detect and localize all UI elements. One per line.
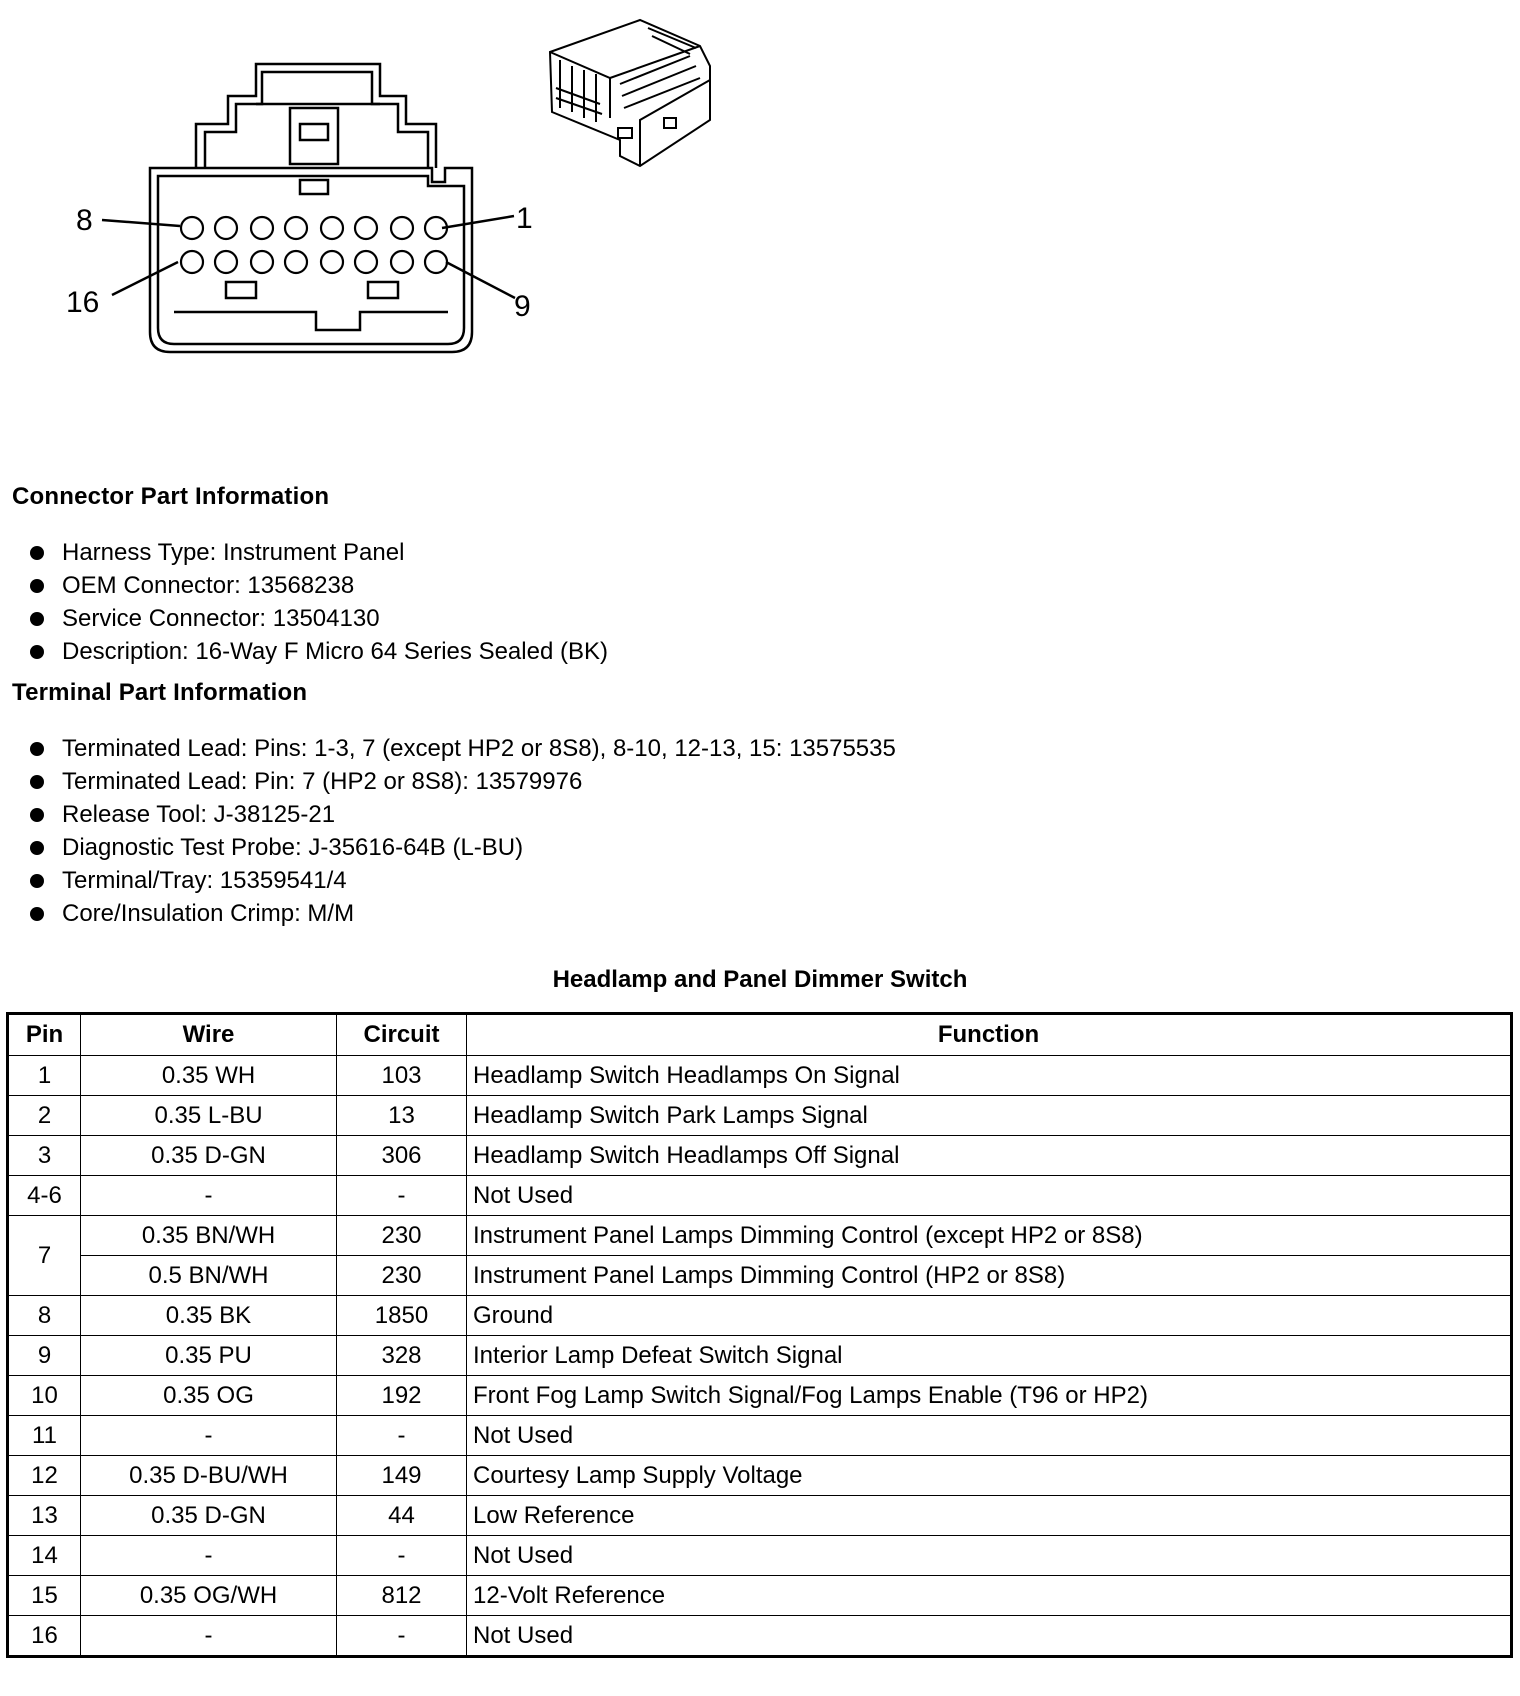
connector-info-heading: Connector Part Information [12, 483, 330, 510]
column-header-pin: Pin [8, 1014, 81, 1056]
cell-pin: 4-6 [8, 1176, 81, 1216]
cell-pin: 2 [8, 1096, 81, 1136]
table-row [8, 1536, 1512, 1576]
cell-function: Headlamp Switch Headlamps Off Signal [467, 1136, 1512, 1176]
table-row [8, 1136, 1512, 1176]
table-row [8, 1496, 1512, 1536]
cell-circuit: 230 [337, 1216, 467, 1256]
cell-function: Not Used [467, 1536, 1512, 1576]
list-item: Diagnostic Test Probe: J-35616-64B (L-BU) [30, 831, 896, 864]
cell-wire: - [81, 1176, 337, 1216]
cell-pin: 13 [8, 1496, 81, 1536]
pin-16-leader [112, 262, 178, 295]
bullet-icon [30, 546, 44, 560]
bullet-icon [30, 907, 44, 921]
list-item: Terminal/Tray: 15359541/4 [30, 864, 896, 897]
cell-pin: 10 [8, 1376, 81, 1416]
table-row [8, 1416, 1512, 1456]
cell-circuit: - [337, 1536, 467, 1576]
cell-function: Not Used [467, 1416, 1512, 1456]
connector-key-slot-right [368, 282, 398, 298]
cell-function: Front Fog Lamp Switch Signal/Fog Lamps Enable (T96 or HP2) [467, 1376, 1512, 1416]
pin-9-leader [446, 262, 515, 298]
cell-wire: 0.5 BN/WH [81, 1256, 337, 1296]
cell-function: Headlamp Switch Park Lamps Signal [467, 1096, 1512, 1136]
cell-pin: 14 [8, 1536, 81, 1576]
cell-function: Headlamp Switch Headlamps On Signal [467, 1056, 1512, 1096]
pin-cavity [321, 251, 343, 273]
cell-circuit: 230 [337, 1256, 467, 1296]
cell-wire: - [81, 1616, 337, 1657]
pin-cavity [355, 251, 377, 273]
cell-wire: 0.35 D-GN [81, 1136, 337, 1176]
pin-cavity [391, 217, 413, 239]
terminal-info-heading: Terminal Part Information [12, 679, 308, 706]
list-item: Terminated Lead: Pin: 7 (HP2 or 8S8): 13579976 [30, 765, 896, 798]
list-item: Terminated Lead: Pins: 1-3, 7 (except HP2 or 8S8), 8-10, 12-13, 15: 13575535 [30, 732, 896, 765]
bullet-icon [30, 874, 44, 888]
pin-cavity [251, 251, 273, 273]
pin-label-1: 1 [516, 202, 533, 235]
cell-function: Not Used [467, 1616, 1512, 1657]
cell-function: Interior Lamp Defeat Switch Signal [467, 1336, 1512, 1376]
cell-wire: 0.35 PU [81, 1336, 337, 1376]
pin-cavity [321, 217, 343, 239]
cell-function: Instrument Panel Lamps Dimming Control (HP2 or 8S8) [467, 1256, 1512, 1296]
cell-wire: 0.35 WH [81, 1056, 337, 1096]
bullet-icon [30, 742, 44, 756]
pin-8-leader [102, 220, 180, 226]
table-row [8, 1376, 1512, 1416]
cell-pin: 12 [8, 1456, 81, 1496]
cell-wire: 0.35 L-BU [81, 1096, 337, 1136]
connector-lock-window [300, 124, 328, 140]
column-header-function: Function [467, 1014, 1512, 1056]
cell-pin: 9 [8, 1336, 81, 1376]
table-row [8, 1336, 1512, 1376]
connector-latch-frame [196, 64, 436, 168]
pin-label-9: 9 [514, 290, 531, 323]
cell-circuit: 149 [337, 1456, 467, 1496]
pinout-table [6, 1012, 1513, 1658]
connector-lock-nub [300, 180, 328, 194]
cell-function: Low Reference [467, 1496, 1512, 1536]
cell-wire: - [81, 1536, 337, 1576]
pin-1-leader [442, 216, 514, 228]
list-item: Harness Type: Instrument Panel [30, 536, 608, 569]
pin-cavity [425, 251, 447, 273]
bullet-icon [30, 808, 44, 822]
pin-label-8: 8 [76, 204, 93, 237]
connector-lock-tab [290, 108, 338, 164]
pin-cavity [181, 251, 203, 273]
cell-pin: 8 [8, 1296, 81, 1336]
table-row [8, 1456, 1512, 1496]
pin-cavity [391, 251, 413, 273]
cell-circuit: 103 [337, 1056, 467, 1096]
cell-wire: 0.35 D-BU/WH [81, 1456, 337, 1496]
connector-bottom-rail [174, 312, 448, 330]
cell-wire: 0.35 D-GN [81, 1496, 337, 1536]
cell-function: Instrument Panel Lamps Dimming Control (except HP2 or 8S8) [467, 1216, 1512, 1256]
cell-circuit: - [337, 1176, 467, 1216]
cell-circuit: 812 [337, 1576, 467, 1616]
pin-cavity [251, 217, 273, 239]
list-item: OEM Connector: 13568238 [30, 569, 608, 602]
bullet-icon [30, 579, 44, 593]
pin-cavity [285, 217, 307, 239]
pin-cavity [285, 251, 307, 273]
bullet-icon [30, 612, 44, 626]
list-item: Release Tool: J-38125-21 [30, 798, 896, 831]
table-title: Headlamp and Panel Dimmer Switch [552, 966, 968, 993]
cell-pin: 11 [8, 1416, 81, 1456]
bullet-icon [30, 775, 44, 789]
cell-circuit: 1850 [337, 1296, 467, 1336]
terminal-info-list [30, 732, 896, 930]
pin-cavity [215, 217, 237, 239]
table-row [8, 1056, 1512, 1096]
connector-face-diagram [0, 0, 760, 380]
cell-circuit: - [337, 1616, 467, 1657]
table-row [8, 1176, 1512, 1216]
cell-wire: 0.35 BN/WH [81, 1216, 337, 1256]
cell-circuit: 44 [337, 1496, 467, 1536]
table-row [8, 1216, 1512, 1256]
cell-function: Courtesy Lamp Supply Voltage [467, 1456, 1512, 1496]
table-row [8, 1616, 1512, 1657]
list-item: Description: 16-Way F Micro 64 Series Sealed (BK) [30, 635, 608, 668]
cell-circuit: 328 [337, 1336, 467, 1376]
connector-housing-outline [150, 168, 472, 352]
cell-circuit: 192 [337, 1376, 467, 1416]
connector-key-slot-left [226, 282, 256, 298]
bullet-icon [30, 645, 44, 659]
pin-cavity [355, 217, 377, 239]
connector-isometric-view [550, 20, 710, 166]
connector-info-list [30, 536, 608, 668]
cell-pin: 1 [8, 1056, 81, 1096]
connector-latch-inner [205, 72, 428, 168]
cell-pin: 15 [8, 1576, 81, 1616]
column-header-wire: Wire [81, 1014, 337, 1056]
table-header-row [8, 1014, 1512, 1056]
cell-pin: 7 [8, 1216, 81, 1296]
cell-circuit: 13 [337, 1096, 467, 1136]
cell-function: Ground [467, 1296, 1512, 1336]
cell-function: Not Used [467, 1176, 1512, 1216]
cell-wire: - [81, 1416, 337, 1456]
list-item: Service Connector: 13504130 [30, 602, 608, 635]
cell-function: 12-Volt Reference [467, 1576, 1512, 1616]
pin-cavity-grid [181, 217, 447, 273]
cell-pin: 16 [8, 1616, 81, 1657]
bullet-icon [30, 841, 44, 855]
cell-circuit: 306 [337, 1136, 467, 1176]
table-row [8, 1256, 1512, 1296]
table-row [8, 1296, 1512, 1336]
table-row [8, 1576, 1512, 1616]
pin-cavity [215, 251, 237, 273]
column-header-circuit: Circuit [337, 1014, 467, 1056]
cell-circuit: - [337, 1416, 467, 1456]
table-row [8, 1096, 1512, 1136]
cell-wire: 0.35 OG [81, 1376, 337, 1416]
pin-cavity [181, 217, 203, 239]
cell-wire: 0.35 OG/WH [81, 1576, 337, 1616]
pin-label-16: 16 [66, 286, 100, 319]
list-item: Core/Insulation Crimp: M/M [30, 897, 896, 930]
cell-wire: 0.35 BK [81, 1296, 337, 1336]
cell-pin: 3 [8, 1136, 81, 1176]
